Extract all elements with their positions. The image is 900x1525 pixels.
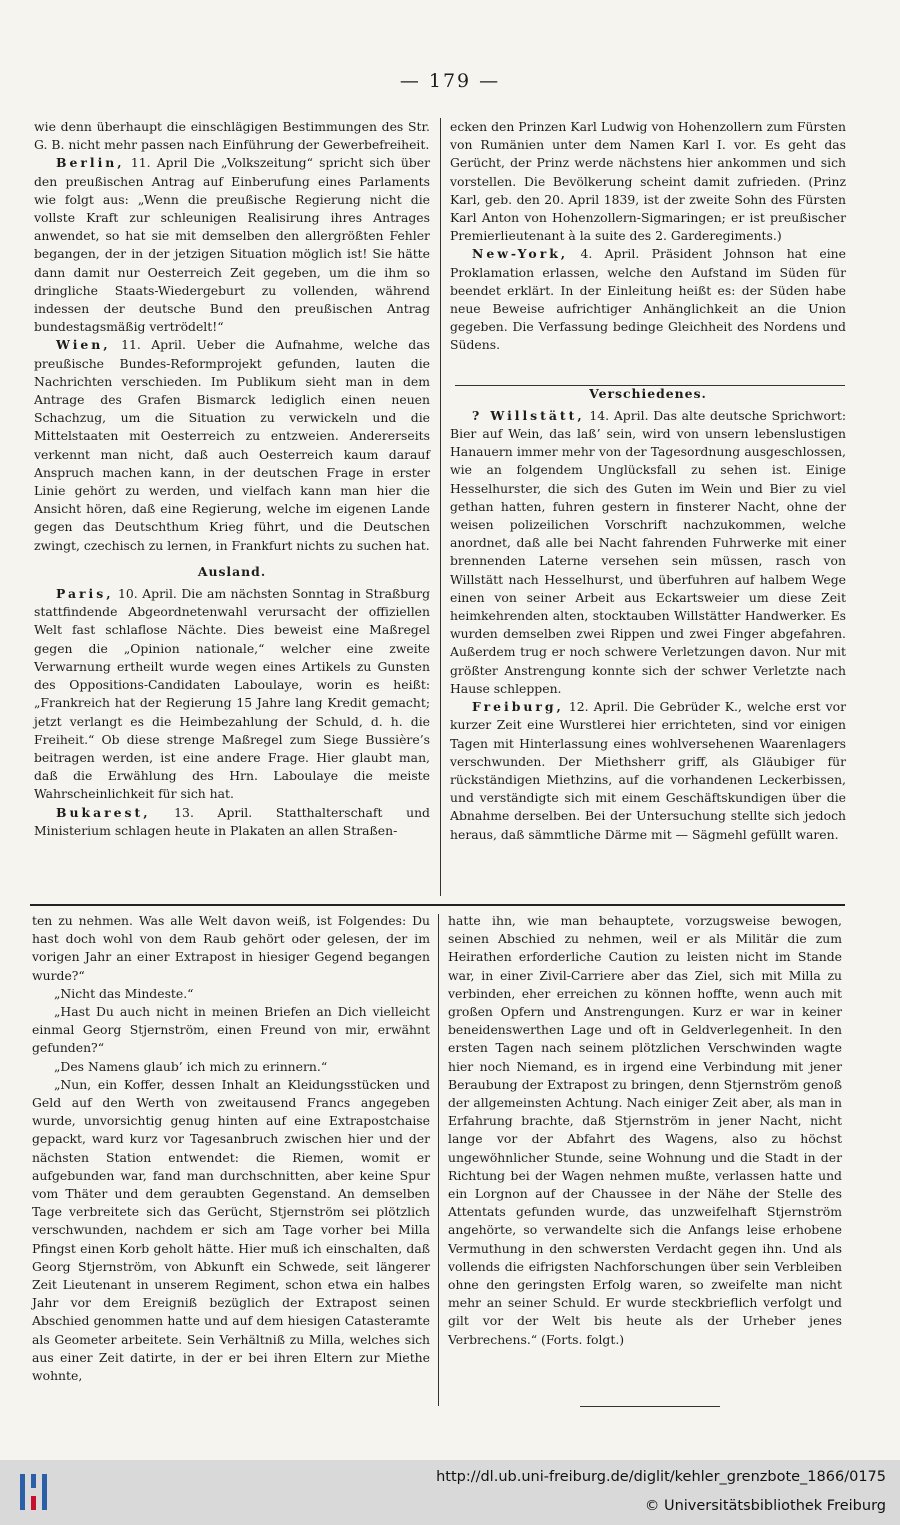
copyright-text: © Universitätsbibliothek Freiburg (644, 1498, 886, 1514)
paragraph-text: 10. April. Die am nächsten Sonntag in Straßburg stattfindende Abgeordnetenwahl verursacht der offiziellen Welt fast schlaflose Nächte. Dies beweist eine Maßregel gegen die „Opinion nationale,“ welcher eine zweite Verwarnung ertheilt wurde wegen eines Artikels zu Gunsten des Oppositions-Candidaten Laboulaye, worin es heißt: „Frankreich hat der Regierung 15 Jahre lang Kredit gemacht; jetzt verlangt es die Heimbezahlung der Schuld, d. h. die Freiheit.“ Ob diese strenge Maßregel zum Siege Bussière’s beitragen werden, ist eine andere Frage. Hier glaubt man, daß die Erwählung des Hrn. Laboulaye die meiste Wahrscheinlichkeit für sich hat. (34, 586, 430, 802)
paragraph: ten zu nehmen. Was alle Welt davon weiß, ist Folgendes: Du hast doch wohl von dem Raub gehört oder gelesen, der im vorigen Jahr an einer Extrapost in hiesiger Gegend begangen wurde?“ (32, 913, 430, 983)
column-top-right (450, 118, 846, 844)
paragraph: „Nicht das Mindeste.“ (54, 985, 194, 1001)
paragraph: hatte ihn, wie man behauptete, vorzugsweise bewogen, seinen Abschied zu nehmen, weil er als Militär die zum Heirathen erforderliche Caution zu leisten nicht im Stande war, in einer Zivil-Carriere aber das Ziel, sich mit Milla zu verbinden, eher erreichen zu können hoffte, wenn auch mit großen Opfern und Anstrengungen. Kurz er war in keiner beneidenswerthen Lage und oft in Geldverlegenheit. In den ersten Tagen nach seinem plötzlichen Verschwinden wagte hier noch Niemand, es in irgend eine Verbindung mit jener Beraubung der Extrapost zu bringen, denn Stjernström genoß der allgemeinsten Achtung. Nach einiger Zeit aber, als man in Erfahrung brachte, daß Stjernström in jener Nacht, nicht lange vor der Abfahrt des Wagens, also zu höchst ungewöhnlicher Stunde, seine Wohnung und die Stadt in der Richtung bei der Wagen nehmen mußte, verlassen hatte und ein Lorgnon auf der Chaussee in der Nähe der Stelle des Attentats gefunden wurde, das unzweifelhaft Stjernström angehörte, so verwandelte sich die Anfangs leise erhobene Vermuthung in den schwersten Verdacht gegen ihn. Und als vollends die eifrigsten Nachforschungen über sein Verbleiben ohne den geringsten Erfolg waren, so zweifelte man nicht mehr an seiner Schuld. Er wurde steckbrieflich verfolgt und gilt vor der Welt bis heute als der Urheber jenes Verbrechens.“ (Forts. folgt.) (448, 913, 842, 1347)
end-rule (580, 1406, 720, 1407)
paragraph-text: 12. April. Die Gebrüder K., welche erst vor kurzer Zeit eine Wurstlerei hier errichteten, sind vor einigen Tagen mit Hinterlassung eines wohlversehenen Waarenlagers verschwunden. Der Miethsherr griff, als Gläubiger für rückständigen Miethzins, auf die vorhandenen Leckerbissen, und verständigte sich mit einem Geschäftskundigen über die Abnahme derselben. Bei der Untersuchung stellte sich jedoch heraus, daß sämmtliche Därme mit — Sägmehl gefüllt waren. (450, 699, 846, 842)
column-bottom-left (32, 912, 430, 1385)
page-number: — 179 — (399, 70, 501, 92)
paragraph-text: 11. April Die „Volkszeitung“ spricht sich über den preußischen Antrag auf Einberufung eines Parlaments wie folgt aus: „Wenn die preußische Regierung nicht die vollste Kraft zur schleunigen Realisirung ihres Antrages anwendet, so hat sie mit demselben den allergrößten Fehler begangen, der in der jetzigen Situation möglich ist! Sie hätte dann damit nur Oesterreich Zeit gegeben, um die ihm so dringliche Staats-Wiedergeburt zu vollenden, während indessen der deutsche Bund den preußischen Antrag bundestagsmäßig vertrödelt!“ (34, 155, 430, 335)
paragraph: „Nun, ein Koffer, dessen Inhalt an Kleidungsstücken und Geld auf den Werth von zweitausend Francs angegeben wurde, unvorsichtig genug hinten auf eine Extrapostchaise gepackt, ward kurz vor Tagesanbruch zwischen hier und der nächsten Station entwendet: die Riemen, womit er aufgebunden war, fand man durchschnitten, aber keine Spur vom Thäter und dem geraubten Gegenstand. An demselben Tage verbreitete sich das Gerücht, Stjernström sei plötzlich verschwunden, nachdem er sich am Tage vorher bei Milla Pfingst einen Korb geholt hätte. Hier muß ich einschalten, daß Georg Stjernström, von Abkunft ein Schwede, seit längerer Zeit Lieutenant in unserem Regiment, schon etwa ein halbes Jahr vor dem Ereigniß bezüglich der Extrapost seinen Abschied genommen hatte und auf dem hiesigen Catasteramte als Geometer arbeitete. Sein Verhältniß zu Milla, welches sich aus einer Zeit datirte, in der er bei ihren Eltern zur Miethe wohnte, (32, 1076, 430, 1384)
viewer-footer (0, 1460, 900, 1525)
dateline-place: Paris, (56, 586, 114, 602)
paragraph-new-york (450, 245, 846, 354)
dateline-place: New-York, (472, 246, 569, 262)
column-bottom-right (448, 912, 842, 1349)
paragraph-bukarest (34, 804, 430, 840)
ub-freiburg-logo-icon (14, 1470, 54, 1514)
column-divider (440, 118, 441, 896)
source-url-link[interactable]: http://dl.ub.uni-freiburg.de/diglit/kehler_grenzbote_1866/0175 (436, 1469, 886, 1485)
dateline-place: Berlin, (56, 155, 125, 171)
feuilleton-divider (30, 904, 845, 906)
paragraph-willstaett (450, 407, 846, 698)
paragraph-paris (34, 585, 430, 803)
section-heading-verschiedenes: Verschiedenes. (589, 385, 707, 401)
dateline-place: Bukarest, (56, 804, 151, 820)
dateline-place: ? Willstätt, (472, 407, 585, 423)
paragraph: „Hast Du auch nicht in meinen Briefen an Dich vielleicht einmal Georg Stjernström, einen Freund von mir, erwähnt gefunden?“ (32, 1004, 430, 1056)
paragraph: „Des Namens glaub’ ich mich zu erinnern.“ (54, 1058, 328, 1074)
paragraph-text: 13. April. Statthalterschaft und Ministerium schlagen heute in Plakaten an allen Straßen- (34, 804, 430, 838)
paragraph-text: 4. April. Präsident Johnson hat eine Proklamation erlassen, welche den Aufstand im Süden für beendet erklärt. In der Einleitung heißt es: der Süden habe neue Beweise aufrichtiger Anhänglichkeit an die Union gegeben. Die Verfassung bedinge Gleichheit des Nordens und Südens. (450, 246, 846, 353)
dateline-place: Wien, (56, 337, 111, 353)
section-heading-ausland: Ausland. (197, 563, 267, 579)
section-divider (455, 385, 845, 386)
column-divider (438, 914, 439, 1406)
paragraph: ecken den Prinzen Karl Ludwig von Hohenzollern zum Fürsten von Rumänien unter dem Namen Karl I. vor. Es geht das Gerücht, der Prinz werde nächstens hier ankommen und sich vorstellen. Die Bevölkerung scheint damit zufrieden. (Prinz Karl, geb. den 20. April 1839, ist der zweite Sohn des Fürsten Karl Anton von Hohenzollern-Sigmaringen; er ist preußischer Premierlieutenant à la suite des 2. Garderegiments.) (450, 119, 846, 244)
paragraph: wie denn überhaupt die einschlägigen Bestimmungen des Str. G. B. nicht mehr passen nach Einführung der Gewerbefreiheit. (34, 119, 430, 153)
paragraph-text: 14. April. Das alte deutsche Sprichwort: Bier auf Wein, das laß’ sein, wird von unsern lebenslustigen Hanauern immer mehr von der Tagesordnung ausgeschlossen, wie an folgendem Unglücksfall zu sehen ist. Einige Hesselhurster, die sich des Guten im Wein und Bier zu viel gethan hatten, fuhren gestern in finsterer Nacht, ohne der weisen polizeilichen Vorschrift nachzukommen, welche anordnet, daß alle bei Nacht fahrenden Fuhrwerke mit einer brennenden Laterne versehen sein müssen, rasch von Willstätt nach Hesselhurst, und überfuhren auf halbem Wege einen von seiner Arbeit aus Eckartsweier um diese Zeit heimkehrenden alten, stocktauben Willstätter Handwerker. Es wurden demselben zwei Rippen und zwei Finger abgefahren. Außerdem trug er noch schwere Verletzungen davon. Nur mit größter Anstrengung konnte sich der schwer Verletzte nach Hause schleppen. (450, 407, 846, 696)
paragraph-wien (34, 336, 430, 554)
paragraph-freiburg (450, 698, 846, 844)
column-top-left (34, 118, 430, 840)
dateline-place: Freiburg, (472, 699, 564, 715)
paragraph-berlin (34, 154, 430, 336)
paragraph-text: 11. April. Ueber die Aufnahme, welche das preußische Bundes-Reformprojekt gefunden, lauten die Nachrichten verschieden. Im Publikum sieht man in dem Antrage des Grafen Bismarck lediglich einen neuen Schachzug, um die Situation zu verwickeln und die Mittelstaaten mit Oesterreich zu entzweien. Andererseits verkennt man nicht, daß auch Oesterreich kaum darauf Anspruch machen kann, in der deutschen Frage in erster Linie gehört zu werden, und vielfach kann man hier die Ansicht hören, daß eine Regierung, welche im eigenen Lande gegen das Deutschthum Krieg führt, und die Deutschen zwingt, czechisch zu lernen, in Frankfurt nichts zu suchen hat. (34, 337, 430, 553)
